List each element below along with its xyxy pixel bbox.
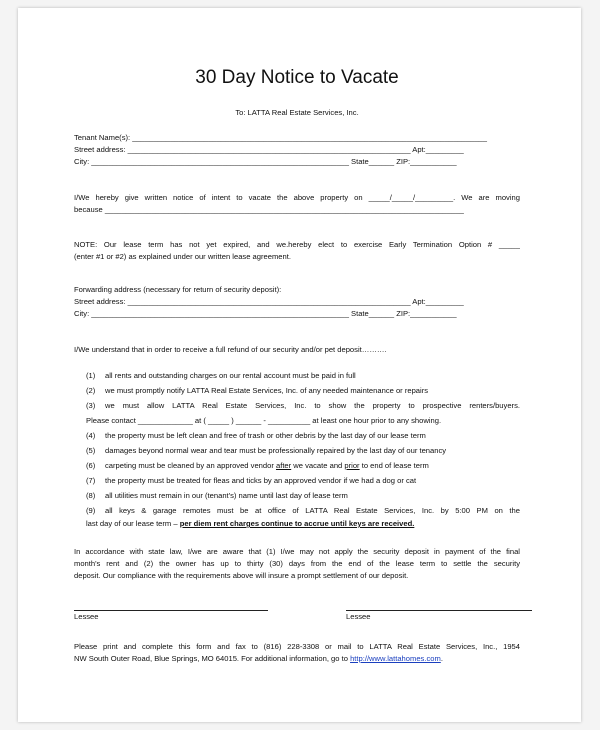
note-paragraph: [74, 239, 520, 263]
forwarding-heading: Forwarding address (necessary for return of security deposit):: [74, 285, 282, 294]
list-item: (3) we must allow LATTA Real Estate Services, Inc. to show the property to prospective renters/buyers.: [86, 401, 520, 410]
lessee-label-right: Lessee: [346, 612, 371, 621]
note-line-1: NOTE: Our lease term has not yet expired, and we.hereby elect to exercise Early Termination Option # _____: [74, 240, 520, 249]
forwarding-block: [74, 284, 520, 320]
page-title: 30 Day Notice to Vacate: [195, 67, 399, 88]
list-item: (7) the property must be treated for fleas and ticks by an approved vendor if we had a dog or cat: [86, 476, 417, 485]
forwarding-street-field: Street address: ___________________________________________________________________ Apt:_________: [74, 297, 464, 306]
list-item: (2) we must promptly notify LATTA Real Estate Services, Inc. of any needed maintenance or repairs: [86, 386, 429, 395]
list-item-9-continued: last day of our lease term – per diem rent charges continue to accrue until keys are received.: [86, 519, 415, 528]
accordance-paragraph: In accordance with state law, I/we are aware that (1) I/we may not apply the security deposit in payment of the final month's rent and (2) the owner has up to thirty (30) days from the end of the lease term to settle the security deposit. Our compliance with the requirements above will insure a prompt settlement of our deposit.: [74, 547, 520, 580]
intent-line-1: I/We hereby give written notice of intent to vacate the above property on _____/_____/_________. We are moving: [74, 193, 520, 202]
recipient-line: To: LATTA Real Estate Services, Inc.: [235, 108, 359, 117]
tenant-names-field: Tenant Name(s): ____________________________________________________________________________________: [74, 133, 487, 142]
document-page: [18, 8, 581, 722]
website-link[interactable]: http://www.lattahomes.com: [350, 654, 441, 663]
list-item: (6) carpeting must be cleaned by an approved vendor after we vacate and prior to end of lease term: [86, 461, 429, 470]
list-item: (5) damages beyond normal wear and tear must be professionally repaired by the last day of our tenancy: [86, 446, 447, 455]
list-item: (1) all rents and outstanding charges on our rental account must be paid in full: [86, 371, 356, 380]
intent-paragraph: [74, 192, 520, 216]
list-item: (8) all utilities must remain in our (tenant's) name until last day of lease term: [86, 491, 348, 500]
understand-line: I/We understand that in order to receive a full refund of our security and/or pet deposit……….: [74, 345, 387, 354]
tenant-street-field: Street address: ___________________________________________________________________ Apt:_________: [74, 145, 464, 154]
intent-line-2: because _____________________________________________________________________________________: [74, 205, 464, 214]
note-line-2: (enter #1 or #2) as explained under our written lease agreement.: [74, 252, 291, 261]
list-item: (9) all keys & garage remotes must be at office of LATTA Real Estate Services, Inc. by 5:00 PM on the: [86, 506, 520, 515]
list-item-contact: Please contact _____________ at ( _____ ) ______ - __________ at least one hour prior to any showing.: [86, 416, 442, 425]
tenant-block: [74, 132, 520, 168]
footer-instructions: Please print and complete this form and fax to (816) 228-3308 or mail to LATTA Real Estate Services, Inc., 1954 NW South Outer Road, Blue Springs, MO 64015. For additional information, go to http://www.lattahomes.com.: [74, 642, 520, 663]
lessee-label-left: Lessee: [74, 612, 99, 621]
requirements-list: [74, 370, 520, 533]
tenant-city-field: City: _____________________________________________________________ State______ ZIP:___________: [74, 157, 457, 166]
list-item: (4) the property must be left clean and free of trash or other debris by the last day of our lease term: [86, 431, 426, 440]
forwarding-city-field: City: _____________________________________________________________ State______ ZIP:___________: [74, 309, 457, 318]
